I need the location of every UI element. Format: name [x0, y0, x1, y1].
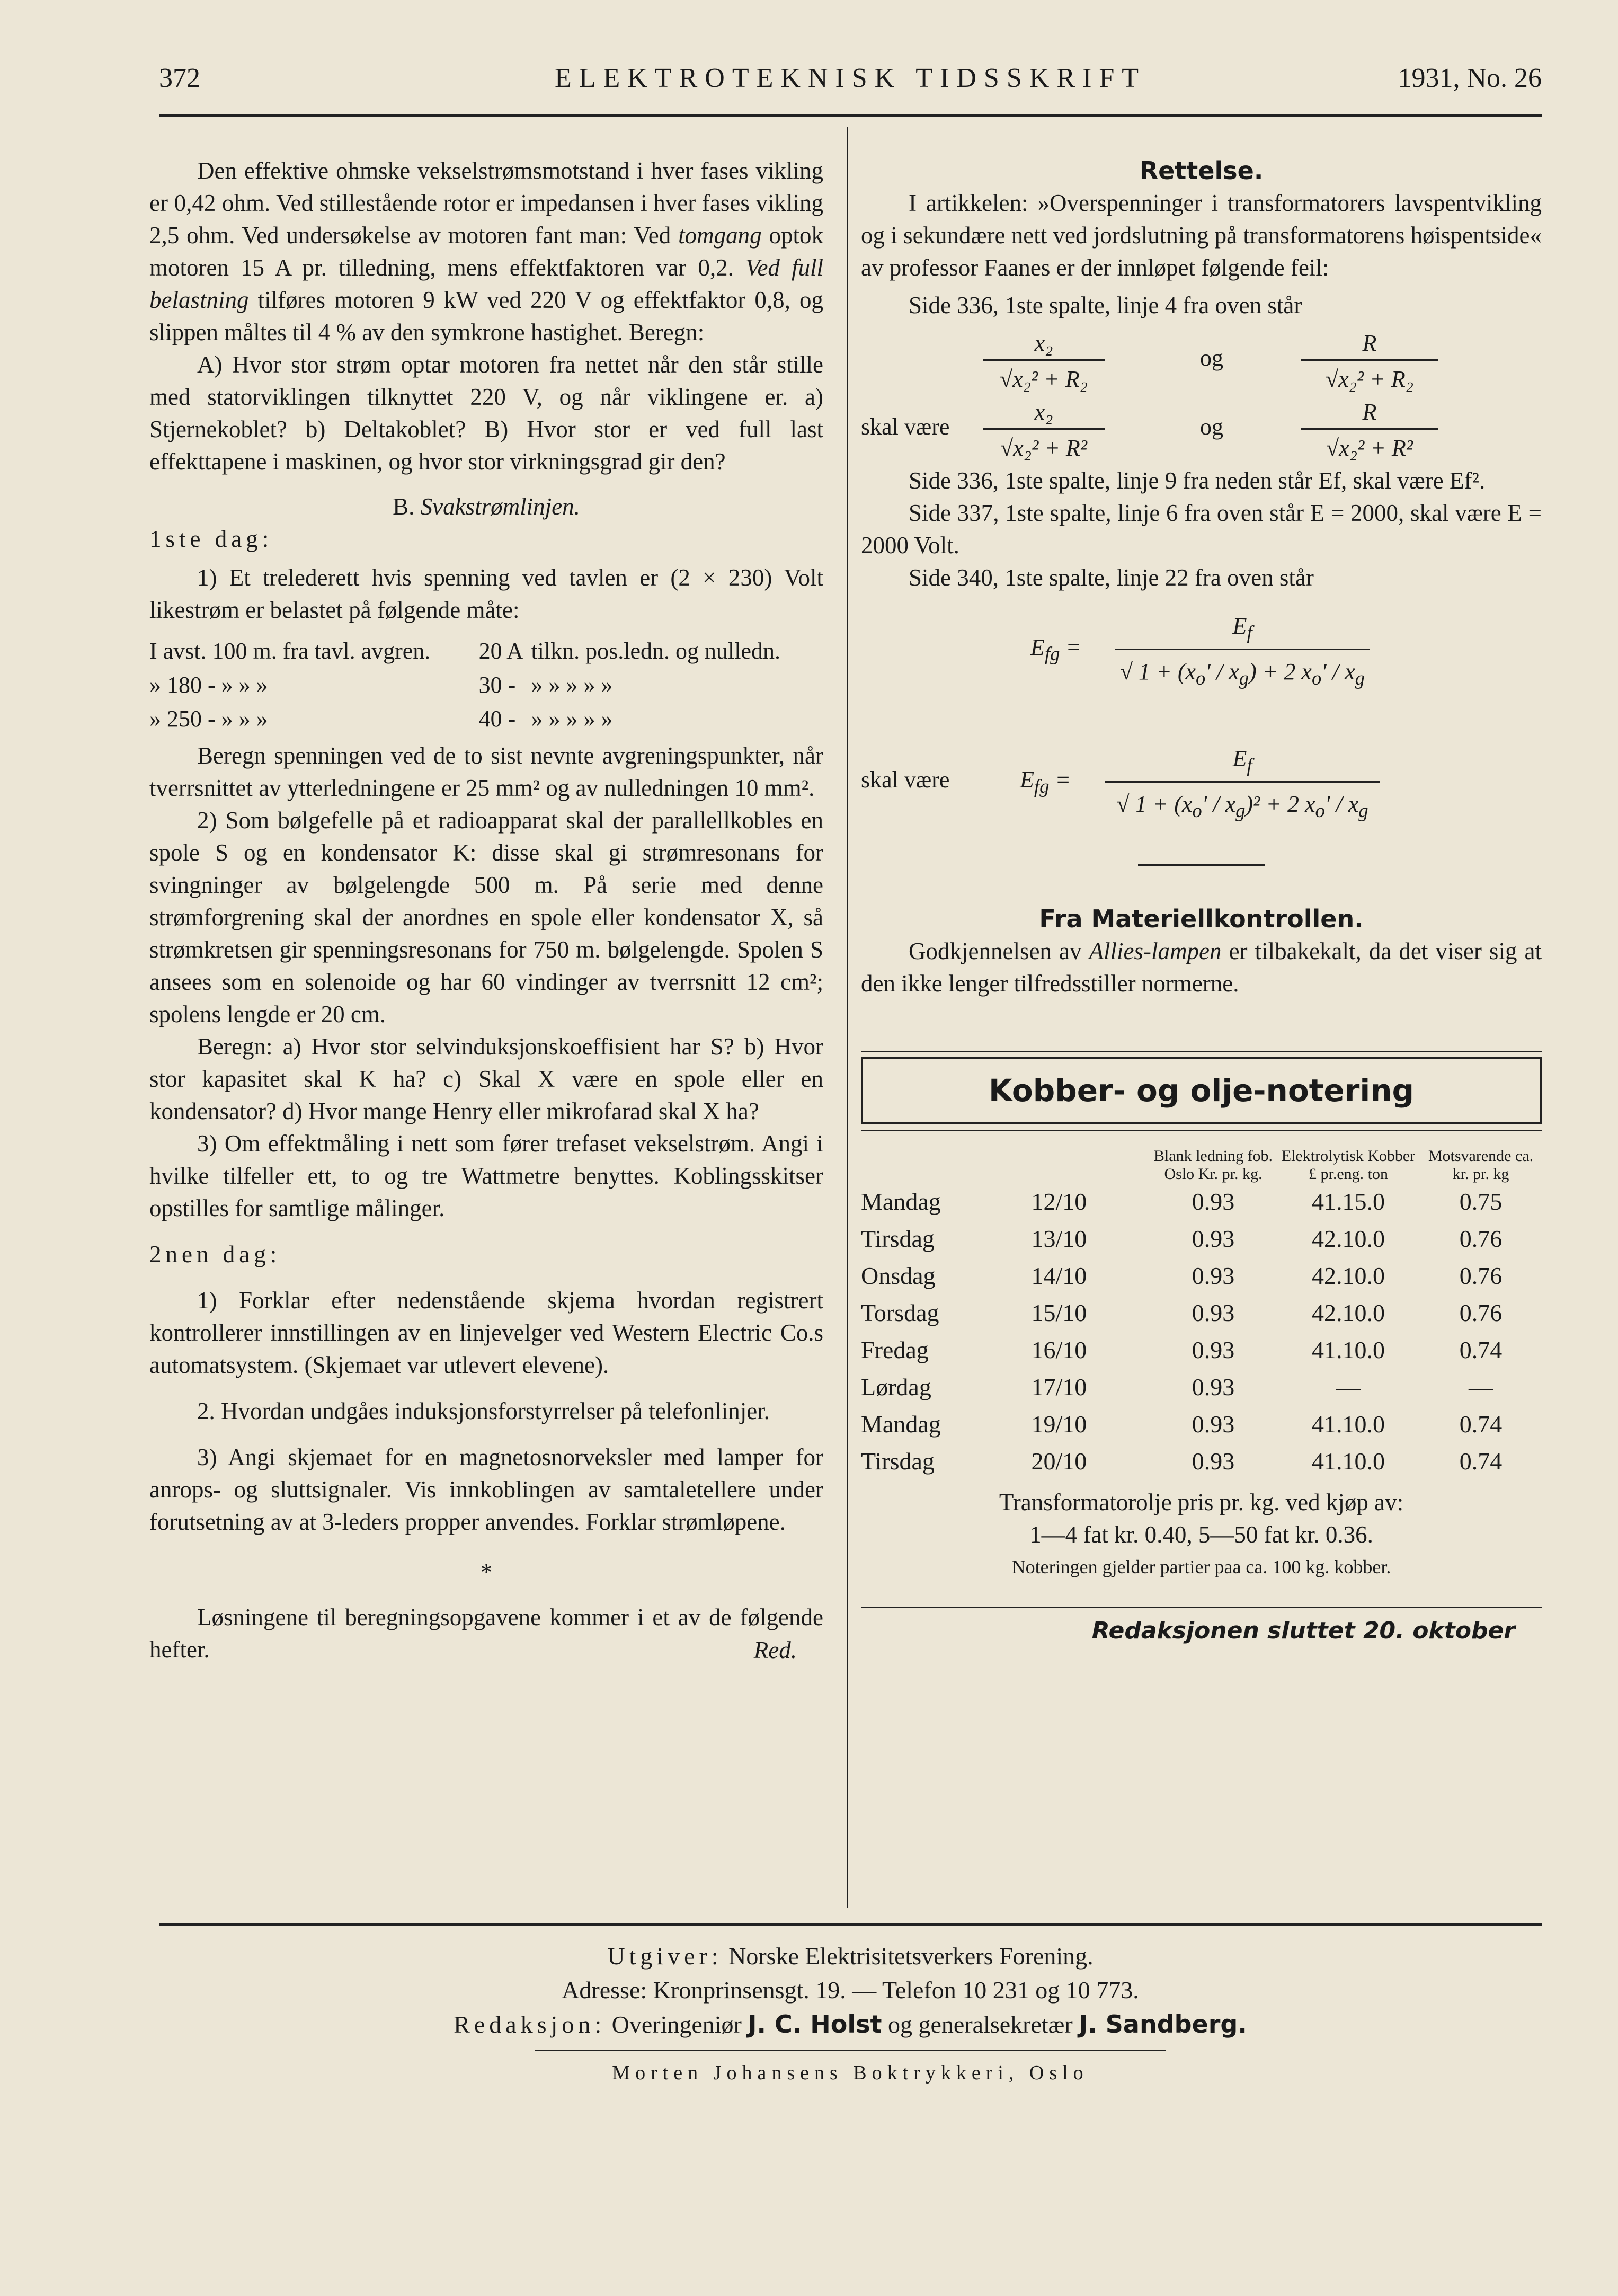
erratum-1: Side 336, 1ste spalte, linje 4 fra oven står — [909, 292, 1302, 318]
load-row: I avst. 100 m. fra tavl. avgren. 20 A tilkn. pos.ledn. og nulledn. — [149, 637, 780, 664]
load-table — [149, 634, 823, 735]
skal-vaere-label: skal være — [861, 414, 950, 440]
question-1b: Beregn spenningen ved de to sist nevnte avgreningspunkter, når tverrsnittet av ytterledningene er 25 mm² og av nulledningen 10 mm². — [149, 742, 823, 801]
publisher-line: Utgiver: Norske Elektrisitetsverkers Forening. — [607, 1943, 1094, 1970]
question-2: 2) Som bølgefelle på et radioapparat skal der parallellkobles en spole S og en kondensator K: disse skal gi strømresonans for svingninger av bølgelengde 500 m. På serie med denne strømforgrening skal der anordnes en spole eller kondensator X, så strømkretsen gir spenningsresonans for 750 m. bølgelengde. Spolen S ansees som en solenoide og har 60 vindinger av tverrsnitt 12 cm²; spolens lengde er 20 cm. — [149, 807, 823, 1027]
rettelse-title: Rettelse. — [1139, 156, 1264, 185]
editors-line: Redaksjon: Overingeniør J. C. Holst og generalsekretær J. Sandberg. — [454, 2010, 1247, 2038]
column-divider — [847, 127, 848, 1908]
fraction: $\frac{E_f}{√ 1 + (x_o' / x_g) + 2 x_o' / x_g}$ — [1115, 610, 1370, 694]
materiell-title: Fra Materiellkontrollen. — [1039, 905, 1364, 933]
table-row: Lørdag 17/10 0.93 — — — [861, 1373, 1493, 1400]
price-table-header: Blank ledning fob. Oslo Kr. pr. kg. Elektrolytisk Kobber £ pr.eng. ton Motsvarende ca. kr. pr. kg — [1153, 1147, 1534, 1183]
erratum-2: Side 336, 1ste spalte, linje 9 fra neden står Ef, skal være Ef². — [909, 467, 1486, 494]
erratum-4: Side 340, 1ste spalte, linje 22 fra oven står — [909, 564, 1314, 591]
price-box-title: Kobber- og olje-notering — [861, 1057, 1542, 1124]
table-row: Tirsdag 20/10 0.93 41.10.0 0.74 — [861, 1448, 1503, 1475]
formula-right-1 — [861, 391, 1542, 459]
table-row: Mandag 19/10 0.93 41.10.0 0.74 — [861, 1411, 1503, 1438]
section-rule — [1138, 864, 1265, 866]
day2-question-2: 2. Hvordan undgåes induksjonsforstyrrelser på telefonlinjer. — [197, 1398, 770, 1424]
separator-star: * — [480, 1559, 493, 1585]
oil-text: Transformatorolje pris pr. kg. ved kjøp av: — [999, 1489, 1404, 1515]
motor-questions: A) Hvor stor strøm optar motoren fra nettet når den står stille med statorviklingen tilknyttet 220 V, og når viklingene er. a) Stjernekoblet? b) Deltakoblet? B) Hvor stor er ved full last effekttapene i maskinen, og hvor stor virkningsgrad gir den? — [149, 351, 823, 475]
load-row: » 180 - » » » 30 - » » » » » — [149, 671, 613, 698]
table-row: Fredag 16/10 0.93 41.10.0 0.74 — [861, 1336, 1503, 1363]
table-row: Onsdag 14/10 0.93 42.10.0 0.76 — [861, 1262, 1503, 1289]
table-row: Tirsdag 13/10 0.93 42.10.0 0.76 — [861, 1225, 1503, 1252]
table-row: Mandag 12/10 0.93 41.15.0 0.75 — [861, 1188, 1503, 1215]
question-2b: Beregn: a) Hvor stor selvinduksjonskoeffisient har S? b) Hvor stor kapasitet skal K ha? c) Skal X være en spole eller en kondensator? d) Hvor mange Henry eller mikrofarad skal X ha? — [149, 1033, 823, 1124]
table-row: Torsdag 15/10 0.93 42.10.0 0.76 — [861, 1299, 1503, 1326]
formula-wrong-1 — [861, 322, 1542, 391]
materiell-text: Godkjennelsen av Allies-lampen er tilbakekalt, da det viser sig at den ikke lenger tilfredsstiller normerne. — [861, 938, 1542, 997]
closing-note: Løsningene til beregningsopgavene kommer i et av de følgende hefter. — [149, 1604, 823, 1663]
day2-question-3: 3) Angi skjemaet for en magnetosnorveksler med lamper for anrops- og sluttsignaler. Vis innkoblingen av samtaletellere under forutsetning av at 3-leders propper anvendes. Forklar strømløpene. — [149, 1444, 823, 1535]
issue-number: 1931, No. 26 — [1398, 63, 1542, 93]
day-one-heading: 1ste dag: — [149, 526, 273, 552]
price-table — [861, 1147, 1542, 1480]
end-rule — [861, 1607, 1542, 1608]
address-line: Adresse: Kronprinsensgt. 19. — Telefon 10 231 og 10 773. — [562, 1976, 1139, 2004]
motor-problem: Den effektive ohmske vekselstrømsmotstand i hver fases vikling er 0,42 ohm. Ved stillestående rotor er impedansen i hver fases vikling 2,5 ohm. Ved undersøkelse av motoren fant man: Ved tomgang optok motoren 15 A pr. tilledning, mens effektfaktoren var 0,2. Ved full belastning tilføres motoren 9 kW ved 220 V og effektfaktor 0,8, og slippen måltes til 4 % av den symkrone hastighet. Beregn: — [149, 157, 823, 345]
journal-title: ELEKTROTEKNISK TIDSSKRIFT — [554, 63, 1146, 93]
day2-question-1: 1) Forklar efter nedenstående skjema hvordan registrert kontrollerer innstillingen av en linjevelger ved Western Electric Co.s automatsystem. (Skjemaet var utlevert elevene). — [149, 1287, 823, 1378]
skal-vaere-label: skal være — [861, 767, 950, 793]
box-bottom-rule — [861, 1130, 1542, 1131]
closing-signature: Red. — [753, 1637, 797, 1663]
oil-price: 1—4 fat kr. 0.40, 5—50 fat kr. 0.36. — [1029, 1521, 1373, 1548]
og-label: og — [1200, 414, 1223, 440]
right-column — [861, 155, 1542, 1647]
day-two-heading: 2nen dag: — [149, 1241, 281, 1267]
price-note: Noteringen gjelder partier paa ca. 100 kg. kobber. — [1011, 1556, 1391, 1577]
left-column — [149, 155, 823, 1666]
header-rule — [159, 114, 1542, 117]
formula-right-2: skal være $E_{fg}$ = $\frac{E_f}{√ 1 + (x_o' / x_g)^2 + 2 x_o' / x_g}$ — [861, 716, 1542, 848]
question-3: 3) Om effektmåling i nett som fører trefaset vekselstrøm. Angi i hvilke tilfeller ett, to og tre Wattmetre benyttes. Koblingsskitser opstilles for samtlige målinger. — [149, 1130, 823, 1221]
section-b-heading: B. Svakstrømlinjen. — [393, 493, 580, 520]
page-number: 372 — [159, 63, 200, 93]
og-label: og — [1200, 345, 1223, 371]
editorial-close-note: Redaksjonen sluttet 20. oktober — [1091, 1617, 1515, 1644]
footer-rule — [159, 1923, 1542, 1926]
printer-rule — [535, 2050, 1166, 2051]
fraction: $\frac{R}{\text{√x₂² + R²}}$ — [1301, 396, 1438, 464]
load-row: » 250 - » » » 40 - » » » » » — [149, 705, 613, 732]
fraction: $\frac{\text{x₂}}{\text{√x₂² + R₂}}$ — [983, 327, 1105, 395]
rettelse-intro: I artikkelen: »Overspenninger i transformatorers lavspentvikling og i sekundære nett ved jordslutning på transformatorens høispentside« av professor Faanes er der innløpet følgende feil: — [861, 190, 1542, 281]
fraction: $\frac{E_f}{√ 1 + (x_o' / x_g)^2 + 2 x_o' / x_g}$ — [1105, 742, 1380, 827]
fraction: $\frac{\text{x₂}}{\text{√x₂² + R²}}$ — [983, 396, 1105, 464]
formula-wrong-2: $E_{fg}$ = $\frac{E_f}{√ 1 + (x_o' / x_g) + 2 x_o' / x_g}$ — [861, 594, 1542, 716]
erratum-3: Side 337, 1ste spalte, linje 6 fra oven står E = 2000, skal være E = 2000 Volt. — [861, 500, 1542, 559]
question-1: 1) Et trelederett hvis spenning ved tavlen er (2 × 230) Volt likestrøm er belastet på følgende måte: — [149, 564, 823, 623]
box-top-rule — [861, 1051, 1542, 1052]
printer-line: Morten Johansens Boktrykkeri, Oslo — [612, 2062, 1089, 2084]
fraction: $\frac{R}{\text{√x₂² + R₂}}$ — [1301, 327, 1438, 395]
